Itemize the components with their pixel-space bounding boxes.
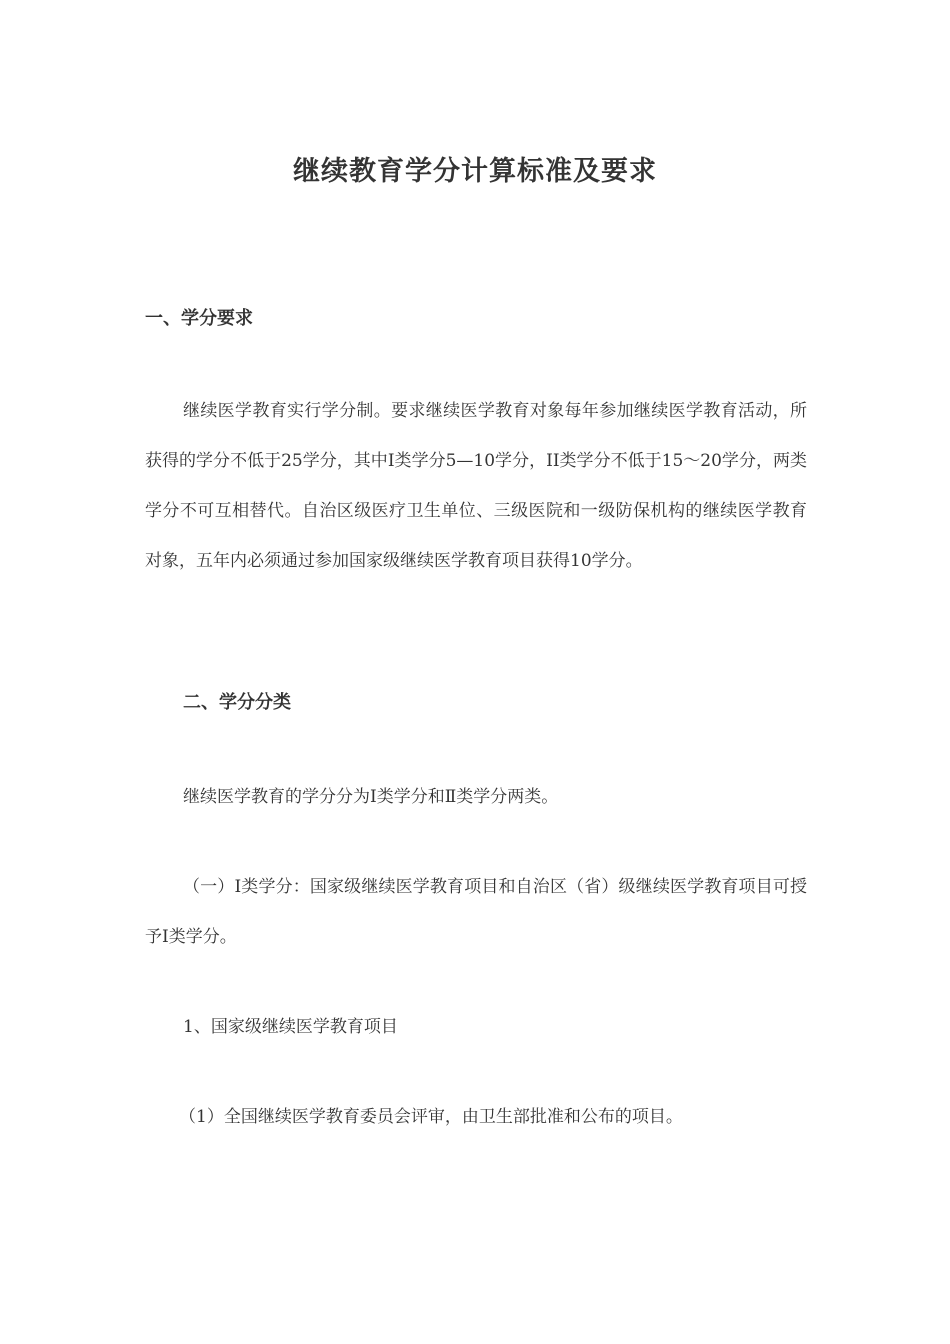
paragraph-classification-intro: 继续医学教育的学分分为Ⅰ类学分和Ⅱ类学分两类。 bbox=[183, 787, 559, 807]
section-heading-credit-classification: 二、学分分类 bbox=[183, 692, 291, 713]
paragraph-national-projects: 1、国家级继续医学教育项目 bbox=[183, 1017, 398, 1037]
document-title: 继续教育学分计算标准及要求 bbox=[293, 156, 657, 187]
section-heading-credit-requirements: 一、学分要求 bbox=[145, 308, 253, 329]
paragraph-class-one-credits: （一）Ⅰ类学分：国家级继续医学教育项目和自治区（省）级继续医学教育项目可授予I类学分。 bbox=[145, 877, 807, 947]
paragraph-credit-requirements: 继续医学教育实行学分制。要求继续医学教育对象每年参加继续医学教育活动，所获得的学分不低于25学分，其中I类学分5—10学分，II类学分不低于15～20学分，两类学分不可互相替代。自治区级医疗卫生单位、三级医院和一级防保机构的继续医学教育对象，五年内必须通过参加国家级继续医学教育项目获得10学分。 bbox=[145, 401, 807, 571]
paragraph-national-projects-item-1: （1）全国继续医学教育委员会评审，由卫生部批准和公布的项目。 bbox=[179, 1107, 683, 1127]
